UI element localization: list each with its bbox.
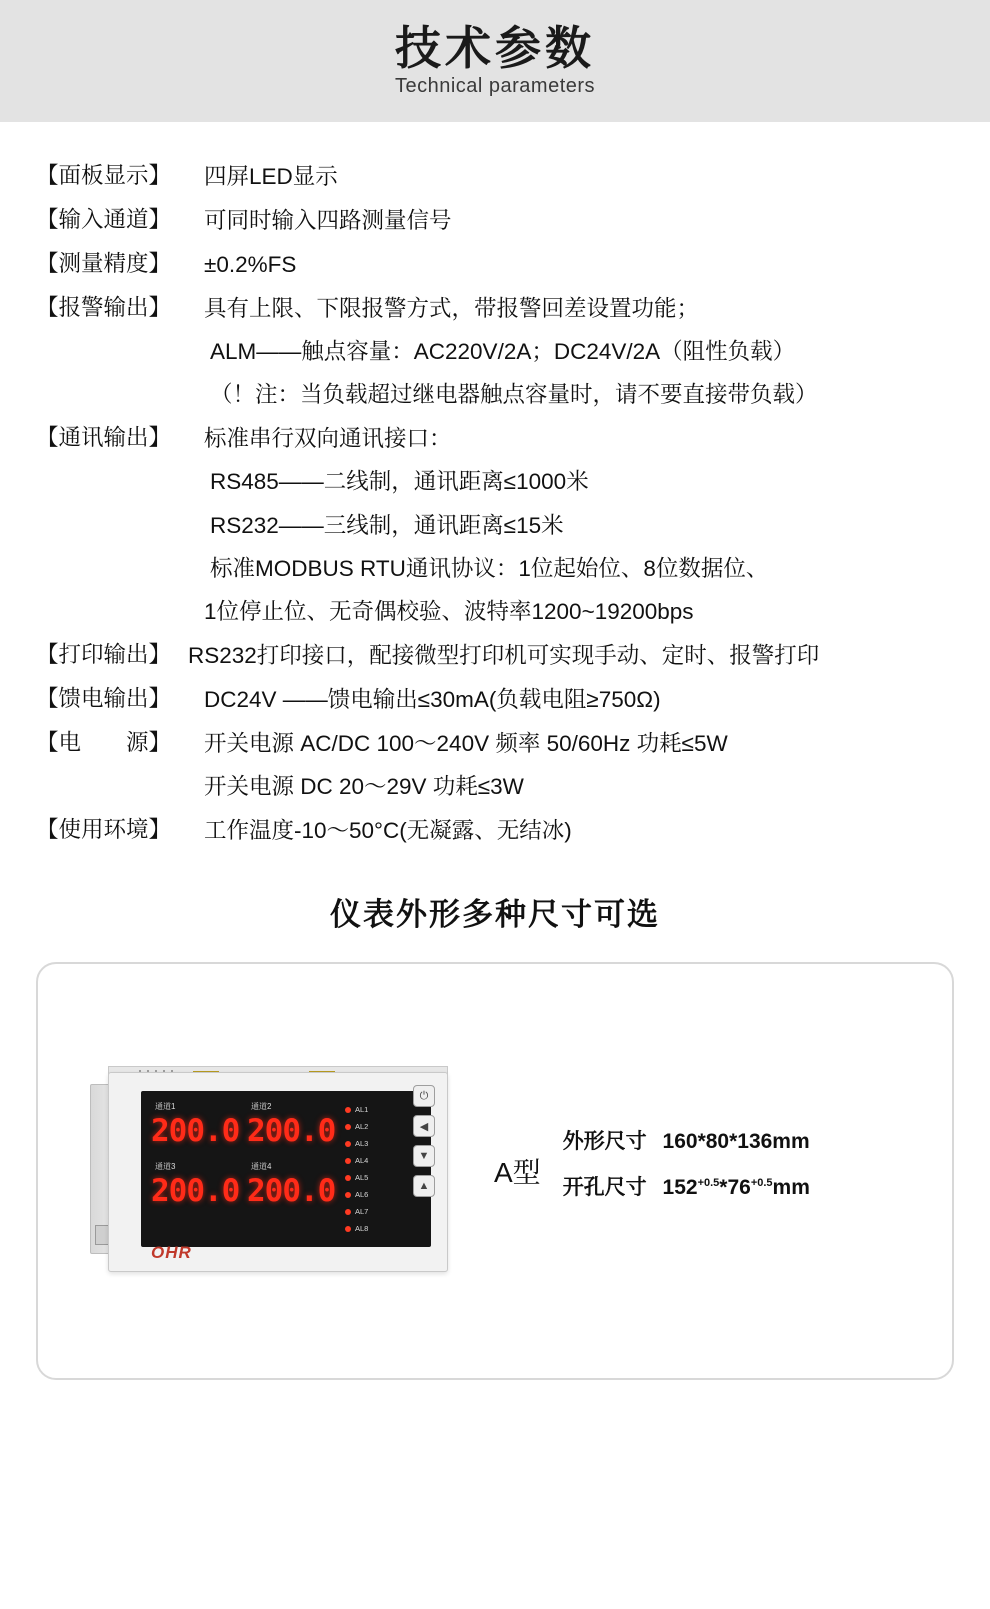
alarm-label: AL4 bbox=[355, 1156, 369, 1165]
alarm-indicator bbox=[345, 1152, 391, 1169]
up-button[interactable]: ▲ bbox=[413, 1175, 435, 1197]
spec-line: 开关电源 AC/DC 100～240V 频率 50/60Hz 功耗≤5W bbox=[204, 730, 728, 756]
spec-label: 【打印输出】 bbox=[36, 641, 172, 667]
alarm-indicator bbox=[345, 1169, 391, 1186]
alarm-indicator bbox=[345, 1186, 391, 1203]
spec-line: ±0.2%FS bbox=[204, 252, 297, 278]
brand-logo bbox=[151, 1243, 192, 1263]
alarm-indicator bbox=[345, 1135, 391, 1152]
channel-2-label: 通道2 bbox=[251, 1102, 272, 1111]
device-button-panel bbox=[413, 1085, 443, 1205]
spec-values bbox=[188, 639, 954, 672]
cutout-dimension-row bbox=[563, 1171, 810, 1201]
alarm-indicator bbox=[345, 1118, 391, 1135]
cutout-unit: mm bbox=[772, 1176, 810, 1199]
alarm-led-icon bbox=[345, 1192, 351, 1198]
spec-values bbox=[188, 204, 954, 237]
power-button[interactable]: ⏻ bbox=[413, 1085, 435, 1107]
device-dimensions bbox=[563, 1125, 810, 1217]
alarm-indicator bbox=[345, 1220, 391, 1237]
page-subtitle: Technical parameters bbox=[394, 74, 596, 97]
outer-dimension-row bbox=[563, 1125, 810, 1155]
section-title: 仪表外形多种尺寸可选 bbox=[330, 897, 660, 932]
page-header bbox=[0, 0, 990, 122]
spec-line: 1位停止位、无奇偶校验、波特率1200~19200bps bbox=[204, 598, 694, 624]
alarm-led-icon bbox=[345, 1226, 351, 1232]
spec-line: 具有上限、下限报警方式，带报警回差设置功能； bbox=[204, 296, 700, 322]
spec-row bbox=[36, 422, 954, 627]
alarm-label: AL6 bbox=[355, 1190, 369, 1199]
spec-label: 【电 源】 bbox=[36, 729, 172, 755]
spec-row bbox=[36, 639, 954, 672]
channel-1-value: 200.0 bbox=[151, 1113, 240, 1149]
spec-label: 【使用环境】 bbox=[36, 816, 172, 842]
spec-row bbox=[36, 683, 954, 716]
spec-values bbox=[188, 292, 954, 411]
spec-line: RS485——二线制，通讯距离≤1000米 bbox=[210, 469, 589, 495]
spec-row bbox=[36, 204, 954, 237]
spec-row bbox=[36, 248, 954, 281]
device-body bbox=[108, 1072, 448, 1272]
outer-dimension-value: 160*80*136mm bbox=[662, 1130, 810, 1153]
channel-3-value: 200.0 bbox=[151, 1173, 240, 1209]
alarm-led-icon bbox=[345, 1124, 351, 1130]
spec-values bbox=[188, 683, 954, 716]
device-model-label: A型 bbox=[494, 1157, 541, 1188]
spec-label: 【馈电输出】 bbox=[36, 685, 172, 711]
spec-line: 开关电源 DC 20～29V 功耗≤3W bbox=[204, 773, 524, 799]
spec-label: 【面板显示】 bbox=[36, 163, 172, 188]
device-card bbox=[36, 962, 954, 1380]
spec-line: 标准MODBUS RTU通讯协议：1位起始位、8位数据位、 bbox=[210, 555, 769, 581]
outer-dimension-label: 外形尺寸 bbox=[562, 1130, 647, 1153]
spec-line: 工作温度-10～50°C(无凝露、无结冰) bbox=[204, 817, 572, 843]
alarm-led-icon bbox=[345, 1107, 351, 1113]
spec-values bbox=[188, 727, 954, 803]
spec-label: 【测量精度】 bbox=[36, 251, 172, 277]
cutout-dimension-value: 152 bbox=[662, 1176, 698, 1199]
alarm-label: AL7 bbox=[355, 1207, 369, 1216]
spec-line: （！注：当负载超过继电器触点容量时，请不要直接带负载） bbox=[210, 382, 818, 408]
page-title: 技术参数 bbox=[395, 22, 595, 75]
cutout-tolerance-2: +0.5 bbox=[750, 1177, 773, 1189]
alarm-led-icon bbox=[345, 1158, 351, 1164]
channel-2-value: 200.0 bbox=[247, 1113, 336, 1149]
channel-4-label: 通道4 bbox=[251, 1162, 272, 1171]
spec-values bbox=[188, 422, 954, 627]
alarm-indicator bbox=[345, 1101, 391, 1118]
spec-line: 四屏LED显示 bbox=[204, 164, 338, 189]
spec-values bbox=[188, 814, 954, 847]
cutout-dimension-label: 开孔尺寸 bbox=[562, 1176, 647, 1199]
spec-line: ALM——触点容量：AC220V/2A；DC24V/2A（阻性负载） bbox=[210, 339, 796, 365]
spec-row bbox=[36, 814, 954, 847]
spec-row bbox=[36, 727, 954, 803]
spec-line: 标准串行双向通讯接口： bbox=[204, 426, 452, 452]
alarm-indicator bbox=[345, 1203, 391, 1220]
alarm-led-icon bbox=[345, 1141, 351, 1147]
spec-label: 【输入通道】 bbox=[36, 207, 172, 233]
alarm-label: AL3 bbox=[355, 1139, 369, 1148]
spec-list bbox=[0, 122, 990, 847]
spec-row bbox=[36, 292, 954, 411]
spec-line: DC24V ——馈电输出≤30mA(负载电阻≥750Ω) bbox=[204, 686, 661, 712]
alarm-label: AL2 bbox=[355, 1122, 369, 1131]
alarm-led-icon bbox=[345, 1209, 351, 1215]
spec-label: 【报警输出】 bbox=[36, 295, 172, 321]
alarm-label: AL1 bbox=[355, 1105, 369, 1114]
alarm-led-icon bbox=[345, 1175, 351, 1181]
alarm-label: AL8 bbox=[355, 1224, 369, 1233]
device-illustration bbox=[90, 1066, 460, 1276]
channel-1-label: 通道1 bbox=[155, 1102, 176, 1111]
cutout-tolerance-1: +0.5 bbox=[697, 1177, 720, 1189]
device-display-panel bbox=[141, 1091, 431, 1247]
spec-row bbox=[36, 160, 954, 193]
spec-values bbox=[188, 248, 954, 281]
cutout-dimension-value-2: *76 bbox=[719, 1176, 751, 1199]
alarm-label: AL5 bbox=[355, 1173, 369, 1182]
alarm-indicator-list bbox=[345, 1101, 391, 1237]
spec-label: 【通讯输出】 bbox=[36, 425, 172, 451]
channel-3-label: 通道3 bbox=[155, 1162, 176, 1171]
brand-logo-text: OHR bbox=[151, 1243, 192, 1262]
spec-line: 可同时输入四路测量信号 bbox=[204, 208, 452, 234]
spec-line: RS232——三线制，通讯距离≤15米 bbox=[210, 512, 564, 538]
down-button[interactable]: ▼ bbox=[413, 1145, 435, 1167]
left-button[interactable]: ◀ bbox=[413, 1115, 435, 1137]
spec-values bbox=[188, 160, 954, 193]
channel-4-value: 200.0 bbox=[247, 1173, 336, 1209]
spec-line: RS232打印接口，配接微型打印机可实现手动、定时、报警打印 bbox=[188, 642, 820, 668]
